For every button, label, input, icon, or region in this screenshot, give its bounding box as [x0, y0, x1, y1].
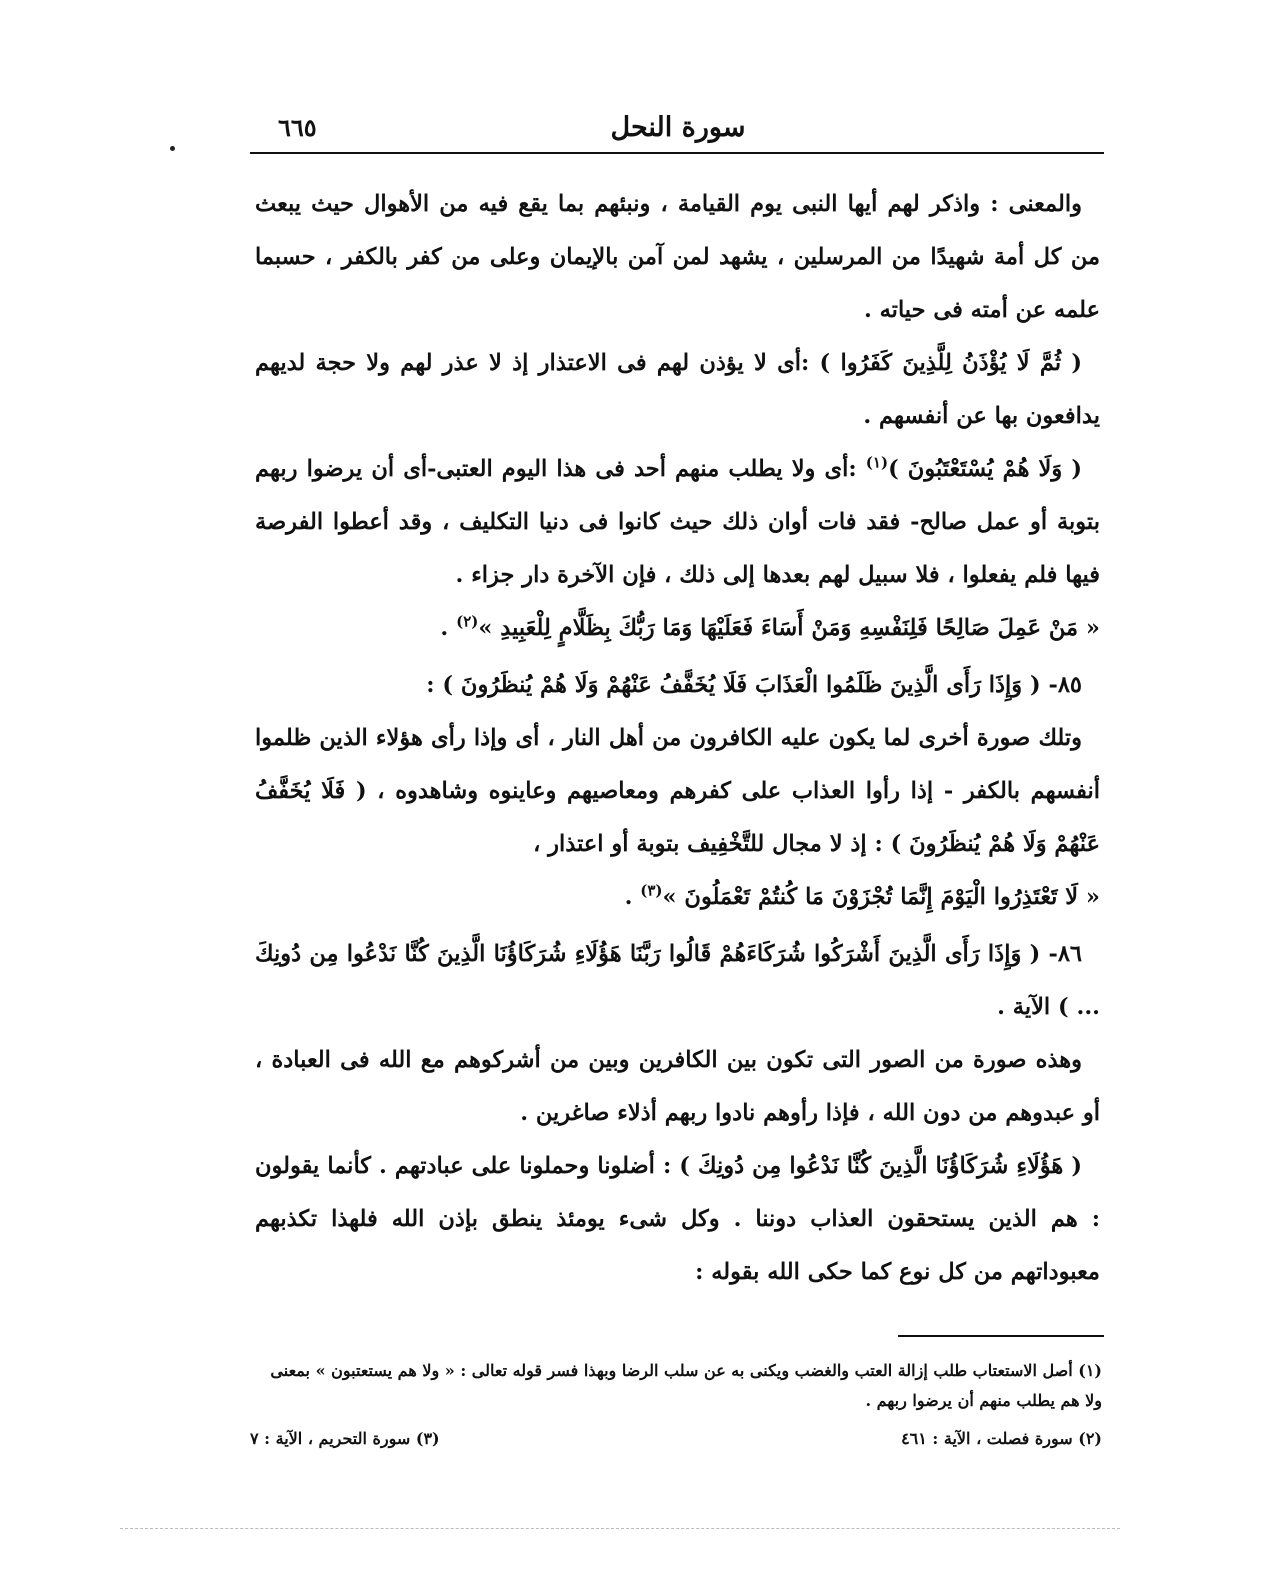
- footnote-ref-3: (٣): [640, 881, 663, 900]
- paragraph-commentary-86b: ( هَؤُلَاءِ شُرَكَاؤُنَا الَّذِينَ كُنَّا نَدْعُوا مِن دُونِكَ ) : أضلونا وحملونا على عبادتهم . كأنما يقولون : هم الذين يستحقون العذاب دوننا . وكل شىء يومئذ ينطق بإذن الله فلهذا تكذبهم معبوداتهم من كل نوع كما حكى الله بقوله :: [255, 1153, 1100, 1285]
- footnote-ref-2: (٢): [456, 612, 479, 631]
- paragraph-verse-citation-1: « مَنْ عَمِلَ صَالِحًا فَلِنَفْسِهِ وَمَنْ أَسَاءَ فَعَلَيْهَا وَمَا رَبُّكَ بِظَلَّامٍ لِلْعَبِيدِ »$^{(٢)}$ .: [440, 612, 1100, 641]
- footnotes: [250, 1356, 1102, 1454]
- quran-verse: « لَا تَعْتَذِرُوا الْيَوْمَ إِنَّمَا تُجْزَوْنَ مَا كُنتُمْ تَعْمَلُونَ »: [662, 884, 1100, 910]
- commentary-text: :أى ولا يطلب منهم أحد فى هذا اليوم العتبى-أى أن يرضوا ربهم بتوبة أو عمل صالح- فقد فات أوان ذلك حيث كانوا فى دنيا التكليف ، وقد أعطوا الفرصة فيها فلم يفعلوا ، فلا سبيل لهم بعدها إلى ذلك ، فإن الآخرة دار جزاء .: [255, 456, 1100, 588]
- quran-verse: « مَنْ عَمِلَ صَالِحًا فَلِنَفْسِهِ وَمَنْ أَسَاءَ فَعَلَيْهَا وَمَا رَبُّكَ بِظَلَّامٍ لِلْعَبِيدِ »: [478, 615, 1100, 641]
- header-divider: [250, 152, 1104, 154]
- paragraph-verse-commentary-2: [255, 443, 1100, 602]
- footnote-1: (١) أصل الاستعتاب طلب إزالة العتب والغضب ويكنى به عن سلب الرضا وبهذا فسر قوله تعالى : « ولا هم يستعتبون » بمعنى ولا هم يطلب منهم أن يرضوا ربهم .: [270, 1361, 1102, 1410]
- footnote-divider: [898, 1335, 1104, 1337]
- paragraph-verse-commentary-1: ( ثُمَّ لَا يُؤْذَنُ لِلَّذِينَ كَفَرُوا ) :أى لا يؤذن لهم فى الاعتذار إذ لا عذر لهم ولا حجة لديهم يدافعون بها عن أنفسهم .: [255, 350, 1100, 429]
- paragraph-commentary-85: وتلك صورة أخرى لما يكون عليه الكافرون من أهل النار ، أى وإذا رأى هؤلاء الذين ظلموا أنفسهم بالكفر - إذا رأوا العذاب على كفرهم ومعاصيهم وعاينوه وشاهدوه ، ( فَلَا يُخَفَّفُ عَنْهُمْ وَلَا هُمْ يُنظَرُونَ ) : إذ لا مجال للتَّخْفِيف بتوبة أو اعتذار ،: [255, 725, 1100, 857]
- scan-edge-line: [120, 1528, 1120, 1529]
- paragraph-verse-86: ٨٦- ( وَإِذَا رَأَى الَّذِينَ أَشْرَكُوا شُرَكَاءَهُمْ قَالُوا رَبَّنَا هَؤُلَاءِ شُرَكَاؤُنَا الَّذِينَ كُنَّا نَدْعُوا مِن دُونِكَ ... ) الآية .: [255, 941, 1100, 1020]
- paragraph-verse-85: ٨٥- ( وَإِذَا رَأَى الَّذِينَ ظَلَمُوا الْعَذَابَ فَلَا يُخَفَّفُ عَنْهُمْ وَلَا هُمْ يُنظَرُونَ ) :: [426, 672, 1082, 698]
- scan-speck: [170, 146, 175, 151]
- footnote-3: (٣) سورة التحريم ، الآية : ٧: [250, 1429, 440, 1448]
- paragraph-verse-citation-3: « لَا تَعْتَذِرُوا الْيَوْمَ إِنَّمَا تُجْزَوْنَ مَا كُنتُمْ تَعْمَلُونَ »$^{(٣)}$ .: [624, 881, 1100, 910]
- page-title: سورة النحل: [610, 112, 746, 143]
- page-header: [252, 106, 1104, 150]
- footnote-2: (٢) سورة فصلت ، الآية : ٤٦١: [901, 1429, 1102, 1448]
- paragraph-commentary-86: وهذه صورة من الصور التى تكون بين الكافرين وبين من أشركوهم مع الله فى العبادة ، أو عبدوهم من دون الله ، فإذا رأوهم نادوا ربهم أذلاء صاغرين .: [255, 1047, 1100, 1126]
- footnote-ref-1: (١): [865, 453, 889, 472]
- page-body: [255, 178, 1100, 1299]
- paragraph-meaning: والمعنى : واذكر لهم أيها النبى يوم القيامة ، ونبئهم بما يقع فيه من الأهوال حيث يبعث من كل أمة شهيدًا من المرسلين ، يشهد لمن آمن بالإيمان وعلى من كفر بالكفر ، حسبما علمه عن أمته فى حياته .: [255, 191, 1100, 323]
- page-number: ٦٦٥: [278, 113, 317, 142]
- footnote-row: [250, 1424, 1102, 1454]
- quran-quote: ( وَلَا هُمْ يُسْتَعْتَبُونَ ): [888, 456, 1082, 482]
